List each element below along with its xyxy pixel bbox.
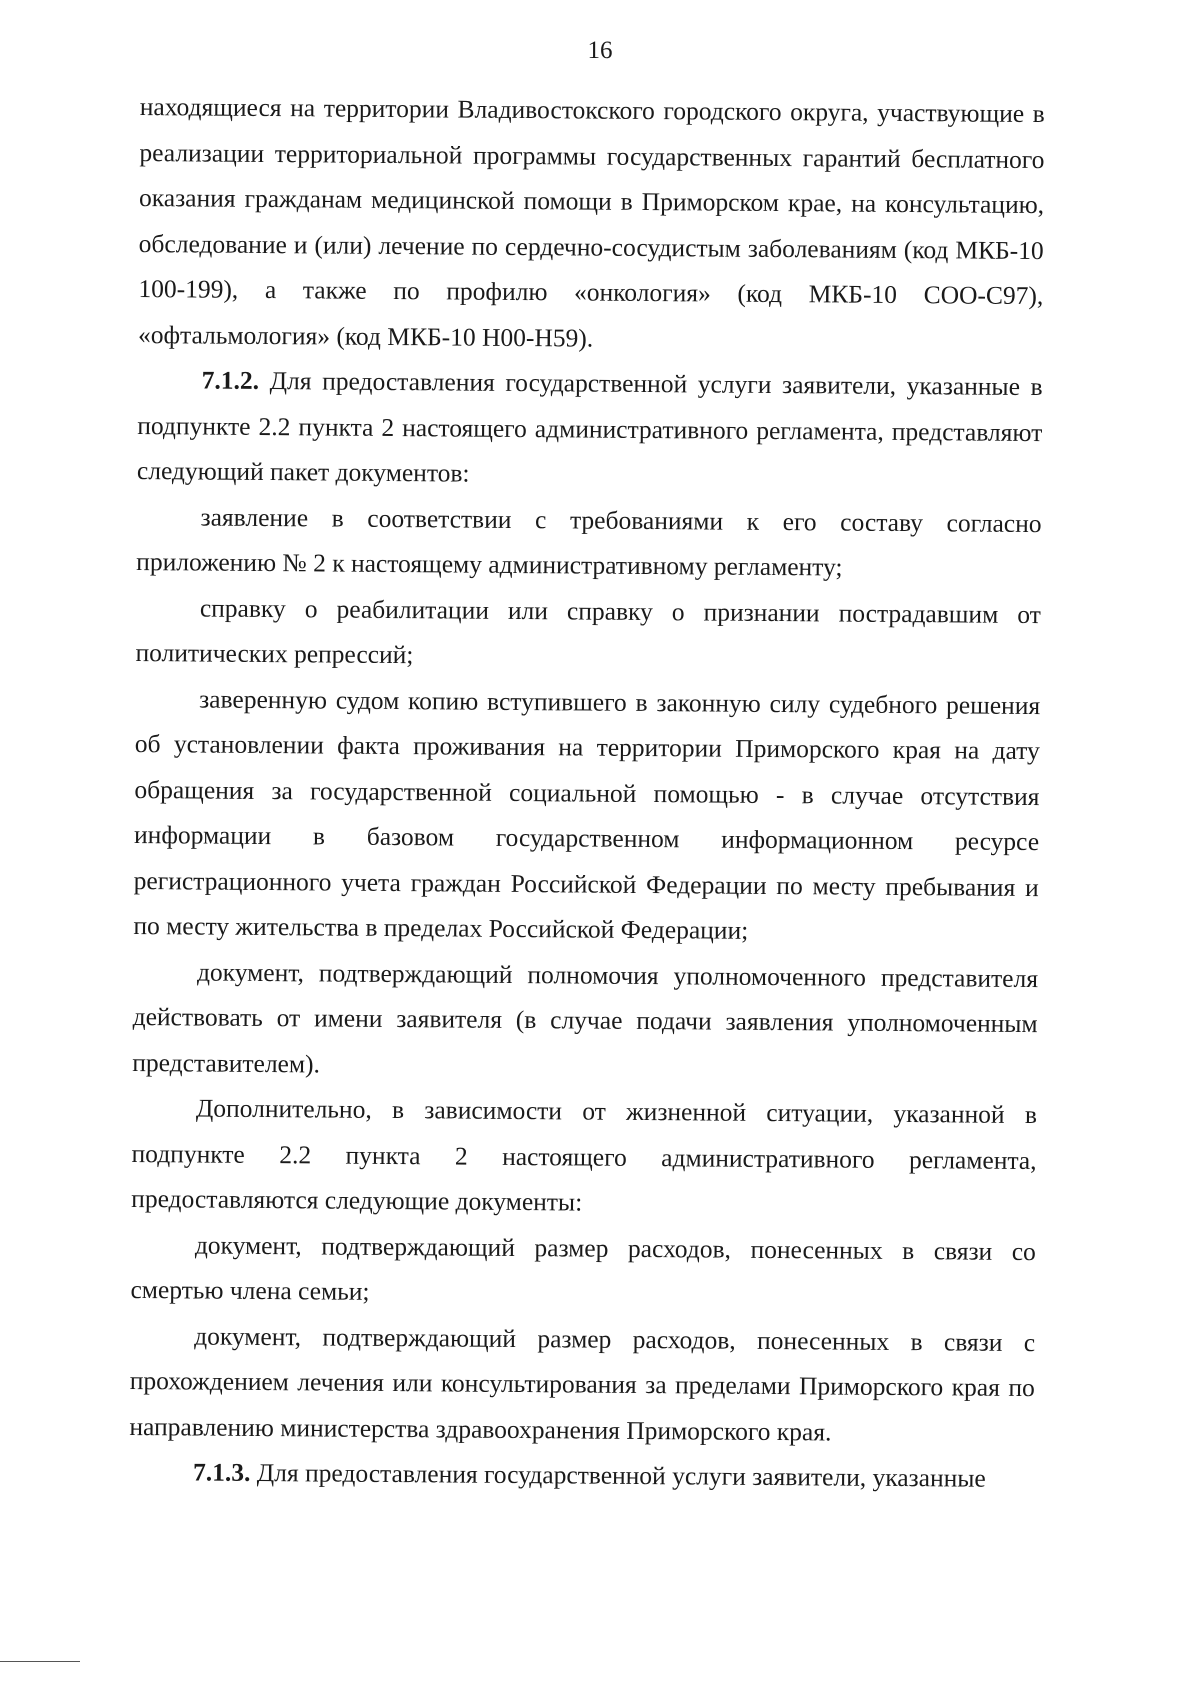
paragraph-7-1-3 [129, 1449, 1034, 1502]
document-item-application: заявление в соответствии с требованиями к его составу согласно приложению № 2 к настоящему административному регламенту; [136, 501, 1042, 582]
page-number: 16 [587, 37, 613, 64]
paragraph-text: Для предоставления государственной услуги заявители, указанные [250, 1457, 986, 1493]
footer-rule [0, 1661, 80, 1662]
section-number: 7.1.3. [192, 1457, 251, 1487]
document-item-treatment-expenses: документ, подтверждающий размер расходов, понесенных в связи с прохождением лечения или консультирования за пределами Приморского края по направлению министерства здравоохранения Приморского края. [129, 1320, 1036, 1446]
document-item-court-decision: заверенную судом копию вступившего в законную силу судебного решения об установлении факта проживания на территории Приморского края на дату обращения за государственной социальной помощью - в случае отсутствия информации в базовом государственном информационном ресурсе регистрационного учета граждан Российской Федерации по месту пребывания и по месту жительства в пределах Российской Федерации; [133, 683, 1041, 945]
paragraph-additional-documents: Дополнительно, в зависимости от жизненной ситуации, указанной в подпункте 2.2 пункта 2 настоящего административного регламента, предоставляются следующие документы: [131, 1093, 1038, 1217]
document-body [129, 84, 1045, 1502]
document-item-funeral-expenses: документ, подтверждающий размер расходов, понесенных в связи со смертью члена семьи; [130, 1229, 1036, 1306]
paragraph-continuation: находящиеся на территории Владивостокского городского округа, участвующие в реализации территориальной программы государственных гарантий бесплатного оказания гражданам медицинской помощи в Приморском крае, на консультацию, обследование и (или) лечение по сердечно-сосудистым заболеваниям (код МКБ-10 100-199), а также по профилю «онкология» (код МКБ-10 СОО-С97), «офтальмология» (код МКБ-10 Н00-Н59). [137, 91, 1045, 353]
document-item-rehabilitation-certificate: справку о реабилитации или справку о признании пострадавшим от политических репрессий; [135, 592, 1041, 670]
section-number: 7.1.2. [201, 365, 260, 395]
document-item-power-of-attorney: документ, подтверждающий полномочия уполномоченного представителя действовать от имени заявителя (в случае подачи заявления уполномоченным представителем). [132, 956, 1039, 1078]
paragraph-text: Для предоставления государственной услуги заявители, указанные в подпункте 2.2 пункта 2 настоящего административного регламента, представляют следующий пакет документов: [136, 365, 1043, 488]
paragraph-7-1-2 [137, 357, 1043, 501]
